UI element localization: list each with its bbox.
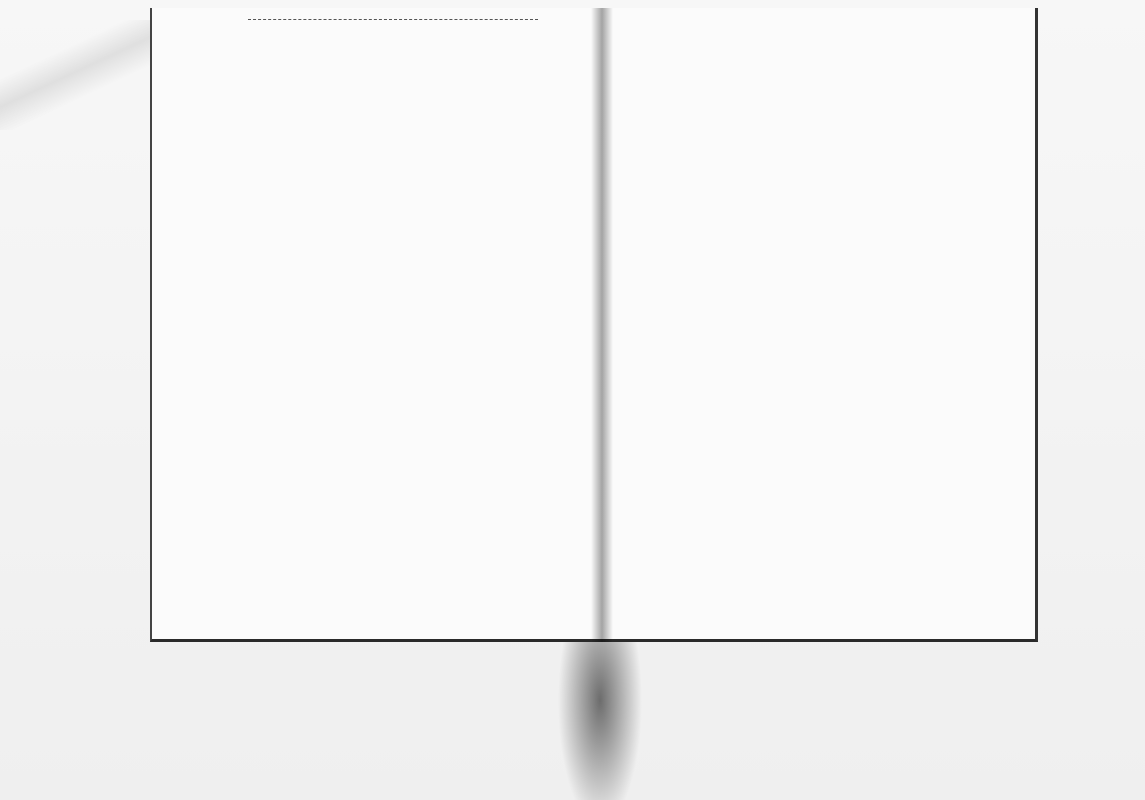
book-gutter-shadow (591, 8, 613, 642)
page-top-rule (248, 19, 538, 20)
